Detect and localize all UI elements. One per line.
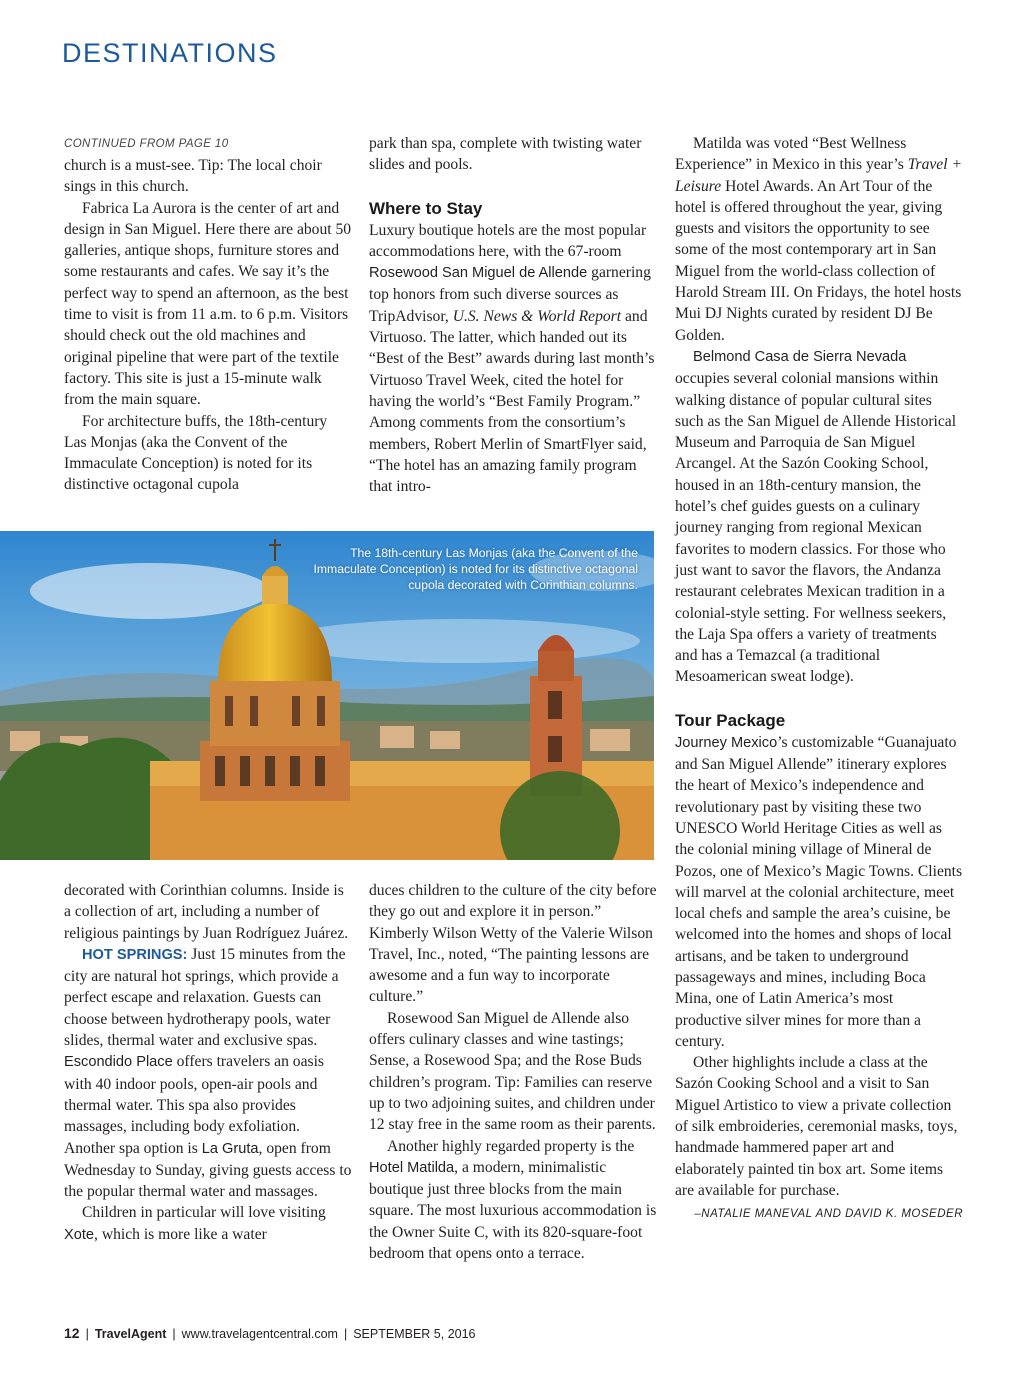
tour-operator-name: Journey Mexico: [675, 734, 778, 751]
paragraph: HOT SPRINGS: Just 15 minutes from the city are natural hot springs, which provide a perfect escape and relaxation. Guests can choose between hydrotherapy pools, water slides, thermal water and exclusive spas. Escondido Place offers travelers an oasis with 40 indoor pools, open-air pools and thermal water. This spa also provides massages, including body exfoliation. Another spa option is La Gruta, open from Wednesday to Sunday, giving guests access to the popular thermal water and massages.: [64, 945, 352, 1201]
hotel-name: Rosewood San Miguel de Allende: [369, 265, 588, 282]
paragraph: decorated with Corinthian columns. Inside is a collection of art, including a number of religious paintings by Juan Rodríguez Juárez.: [64, 882, 349, 942]
paragraph: Children in particular will love visiting Xote, which is more like a water: [64, 1204, 326, 1243]
hotel-name: Belmond Casa de Sierra Nevada: [693, 348, 907, 365]
column-1-top: [64, 133, 352, 496]
publication-name: TravelAgent: [94, 1327, 167, 1341]
paragraph: Journey Mexico’s customizable “Guanajuato and San Miguel Allende” itinerary explores the heart of Mexico’s independence and revolutionary past by visiting these two UNESCO World Heritage Cities as well as the colonial mining village of Mineral de Pozos, one of Mexico’s Magic Towns. Clients will marvel at the colonial architecture, meet local chefs and sample the area’s cuisine, be welcomed into the homes and shops of local artisans, and be taken to underground passageways and mines, including Boca Mina, one of Latin America’s most productive silver mines for more than a century.: [675, 733, 963, 1050]
heading-tour-package: Tour Package: [675, 710, 786, 730]
website-url[interactable]: www.travelagentcentral.com: [181, 1327, 338, 1341]
byline: –NATALIE MANEVAL AND DAVID K. MOSEDER: [694, 1208, 963, 1221]
issue-date: SEPTEMBER 5, 2016: [353, 1327, 476, 1341]
paragraph: church is a must-see. Tip: The local choir sings in this church.: [64, 157, 322, 196]
paragraph: Another highly regarded property is the Hotel Matilda, a modern, minimalistic boutique just three blocks from the main square. The most luxurious accommodation is the Owner Suite C, with its 820-square-foot bedroom that opens onto a terrace.: [369, 1137, 657, 1263]
paragraph: For architecture buffs, the 18th-century Las Monjas (aka the Convent of the Immaculate Conception) is noted for its distinctive octagonal cupola: [64, 412, 328, 494]
column-2-bottom: [369, 880, 657, 1264]
run-in-heading-hot-springs: HOT SPRINGS:: [82, 946, 188, 963]
park-name: Xote: [64, 1226, 95, 1243]
publication-name: Travel + Leisure: [675, 156, 962, 195]
paragraph: Belmond Casa de Sierra Nevada occupies several colonial mansions within walking distance of popular cultural sites such as the San Miguel de Allende Historical Museum and Parroquia de San Miguel Arcangel. At the Sazón Cooking School, housed in an 18th-century mansion, the hotel’s chef guides guests on a culinary journey ranging from regional Mexican favorites to modern classics. For those who just want to savor the flavors, the Andanza restaurant celebrates Mexican tradition in a colonial-style setting. For wellness seekers, the Laja Spa offers a variety of treatments and has a Temazcal (a traditional Mesoamerican sweat lodge).: [675, 348, 957, 686]
paragraph: Rosewood San Miguel de Allende also offers culinary classes and wine tastings; Sense, a Rosewood Spa; and the Rose Buds children’s program. Tip: Families can reserve up to two adjoining suites, and children under 12 stay free in the same room as their parents.: [369, 1009, 656, 1134]
column-1-bottom: [64, 880, 352, 1246]
spa-name: Escondido Place: [64, 1054, 173, 1071]
paragraph: duces children to the culture of the city before they go out and explore it in person.” Kimberly Wilson Wetty of the Valerie Wilson Travel, Inc., noted, “The painting lessons are awesome and a fun way to incorporate culture.”: [369, 882, 657, 1006]
page-number: 12: [64, 1325, 80, 1341]
heading-where-to-stay: Where to Stay: [369, 198, 483, 218]
paragraph: Other highlights include a class at the Sazón Cooking School and a visit to San Miguel Artistico to view a private collection of silk embroideries, ceremonial masks, toys, handmade hammered paper art and elaborately painted tin box art. Some items are available for purchase.: [675, 1054, 958, 1199]
page-footer: 12 | TravelAgent | www.travelagentcentral.com | SEPTEMBER 5, 2016: [64, 1325, 476, 1341]
paragraph: Matilda was voted “Best Wellness Experience” in Mexico in this year’s Travel + Leisure Hotel Awards. An Art Tour of the hotel is offered throughout the year, giving guests and visitors the opportunity to see some of the most contemporary art in San Miguel from the world-class collection of Harold Stream III. On Fridays, the hotel hosts Mui DJ Nights curated by resident DJ Be Golden.: [675, 135, 962, 344]
publication-name: U.S. News & World Report: [452, 307, 622, 325]
paragraph: Fabrica La Aurora is the center of art and design in San Miguel. Here there are about 50 galleries, antique shops, furniture stores and some restaurants and cafes. We say it’s the perfect way to spend an afternoon, as the best time to visit is from 11 a.m. to 6 p.m. Visitors should check out the old machines and original pipeline that were part of the textile factory. This site is just a 15-minute walk from the main square.: [64, 199, 352, 409]
continued-label: CONTINUED FROM PAGE 10: [64, 138, 229, 150]
hotel-name: Hotel Matilda: [369, 1159, 455, 1176]
column-2-top: [369, 133, 657, 497]
paragraph: Luxury boutique hotels are the most popular accommodations here, with the 67-room Rosewood San Miguel de Allende garnering top honors from such diverse sources as TripAdvisor, U.S. News & World Report and Virtuoso. The latter, which handed out its “Best of the Best” awards during last month’s Virtuoso Travel Week, cited the hotel for having the world’s “Best Family Program.” Among comments from the consortium’s members, Robert Merlin of SmartFlyer said, “The hotel has an amazing family program that intro-: [369, 221, 655, 496]
spa-name: La Gruta: [201, 1140, 259, 1157]
photo-caption: The 18th-century Las Monjas (aka the Convent of the Immaculate Conception) is noted for its distinctive octagonal cupola decorated with Corinthian columns.: [313, 546, 638, 592]
photo-las-monjas: [0, 531, 654, 860]
section-title: DESTINATIONS: [62, 38, 278, 68]
column-3: [675, 133, 963, 1226]
paragraph: park than spa, complete with twisting water slides and pools.: [369, 135, 642, 174]
